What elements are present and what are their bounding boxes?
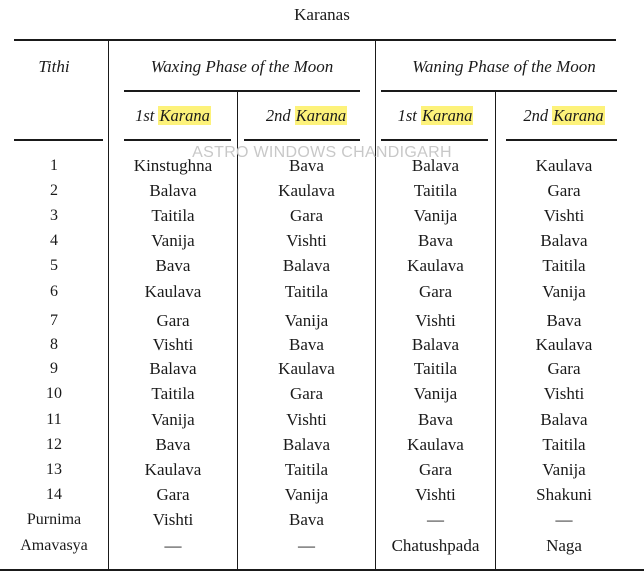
waxing-2nd-sub-rule xyxy=(244,139,360,141)
waning-2nd-karana-cell: Taitila xyxy=(542,256,586,275)
waning-1st-sub-rule xyxy=(381,139,488,141)
tithi-cell: 6 xyxy=(50,283,58,300)
waxing-2nd-karana-cell: Bava xyxy=(289,335,324,354)
waning-2nd-karana-cell: — xyxy=(555,510,573,529)
tithi-cell: 14 xyxy=(46,486,62,503)
waning-1st-karana-cell: Vanija xyxy=(413,384,458,403)
waning-2nd-karana-cell: Vishti xyxy=(543,206,585,225)
waxing-1st-karana-cell: Balava xyxy=(149,359,197,378)
waxing-2nd-karana-header xyxy=(238,106,375,126)
waning-2nd-karana-cell: Taitila xyxy=(542,435,586,454)
ordinal-label: 2nd xyxy=(523,106,553,125)
waning-2nd-karana-cell: Vishti xyxy=(543,384,585,403)
tithi-header: Tithi xyxy=(38,57,70,76)
table-row xyxy=(0,229,644,253)
waning-2nd-karana-cell: Shakuni xyxy=(536,485,592,504)
tithi-cell: 5 xyxy=(50,257,58,274)
table-row xyxy=(0,309,644,333)
waning-2nd-karana-cell: Kaulava xyxy=(535,156,593,175)
waning-1st-karana-cell: Vishti xyxy=(415,311,456,330)
tithi-cell: 11 xyxy=(46,411,62,428)
table-bottom-rule xyxy=(0,569,644,571)
waxing-2nd-karana-cell: Taitila xyxy=(284,460,329,479)
waxing-2nd-karana-cell: Vishti xyxy=(286,231,327,250)
tithi-cell: 2 xyxy=(50,182,58,199)
waxing-1st-karana-header xyxy=(109,106,237,126)
waning-2nd-sub-rule xyxy=(506,139,617,141)
karana-label: Karana xyxy=(295,106,347,125)
waxing-1st-karana-cell: Bava xyxy=(155,435,191,454)
tithi-cell: Purnima xyxy=(26,511,82,528)
tithi-cell: 10 xyxy=(46,385,62,402)
waning-2nd-karana-cell: Vanija xyxy=(542,460,586,479)
waxing-2nd-karana-cell: — xyxy=(298,536,315,555)
watermark: ASTRO WINDOWS CHANDIGARH xyxy=(192,144,452,161)
tithi-cell: 12 xyxy=(46,436,62,453)
waning-2nd-karana-cell: Gara xyxy=(547,359,581,378)
table-row xyxy=(0,534,644,558)
waning-1st-karana-cell: Balava xyxy=(411,156,460,175)
ordinal-label: 2nd xyxy=(265,106,295,125)
waning-2nd-karana-header xyxy=(496,106,632,126)
waning-1st-karana-cell: Balava xyxy=(411,335,460,354)
waxing-1st-karana-cell: Gara xyxy=(156,485,190,504)
waning-2nd-karana-cell: Naga xyxy=(546,536,582,555)
waning-2nd-karana-cell: Kaulava xyxy=(535,335,593,354)
waxing-1st-karana-cell: Gara xyxy=(156,311,190,330)
waxing-2nd-karana-cell: Bava xyxy=(289,156,324,175)
waxing-1st-karana-cell: Vishti xyxy=(152,335,194,354)
waning-2nd-karana-cell: Bava xyxy=(546,311,582,330)
waning-header-rule xyxy=(381,90,617,92)
page-title: Karanas xyxy=(294,5,350,24)
waning-1st-karana-cell: Gara xyxy=(418,460,453,479)
waxing-2nd-karana-cell: Vanija xyxy=(284,311,329,330)
waning-1st-karana-cell: Bava xyxy=(418,231,453,250)
table-row xyxy=(0,333,644,357)
tithi-cell: 7 xyxy=(50,312,58,329)
waxing-1st-sub-rule xyxy=(124,139,231,141)
waxing-1st-karana-cell: Kaulava xyxy=(144,460,202,479)
table-row xyxy=(0,483,644,507)
waxing-1st-karana-cell: Kinstughna xyxy=(133,156,213,175)
table-row xyxy=(0,204,644,228)
karana-label: Karana xyxy=(159,106,210,125)
waning-1st-karana-cell: — xyxy=(427,510,444,529)
table-row xyxy=(0,382,644,406)
table-row xyxy=(0,458,644,482)
waxing-2nd-karana-cell: Vanija xyxy=(284,485,329,504)
waxing-2nd-karana-cell: Gara xyxy=(289,206,324,225)
waxing-phase-header: Waxing Phase of the Moon xyxy=(150,57,334,76)
waxing-1st-karana-cell: Bava xyxy=(155,256,191,275)
waxing-1st-karana-cell: Taitila xyxy=(151,206,195,225)
tithi-cell: 8 xyxy=(50,336,58,353)
waning-2nd-karana-cell: Vanija xyxy=(542,282,586,301)
waning-1st-karana-cell: Taitila xyxy=(413,181,458,200)
waxing-2nd-karana-cell: Vishti xyxy=(286,410,327,429)
waning-1st-karana-cell: Chatushpada xyxy=(391,536,480,555)
waning-1st-karana-cell: Kaulava xyxy=(407,256,464,275)
karana-label: Karana xyxy=(553,106,604,125)
waning-1st-karana-header xyxy=(376,106,495,126)
waxing-1st-karana-cell: Kaulava xyxy=(144,282,202,301)
waxing-2nd-karana-cell: Bava xyxy=(289,510,324,529)
waning-1st-karana-cell: Bava xyxy=(418,410,453,429)
waning-2nd-karana-cell: Gara xyxy=(547,181,581,200)
tithi-sub-rule xyxy=(14,139,103,141)
ordinal-label: 1st xyxy=(135,106,159,125)
table-row xyxy=(0,179,644,203)
tithi-cell: 3 xyxy=(50,207,58,224)
waxing-1st-karana-cell: Balava xyxy=(149,181,197,200)
waxing-1st-karana-cell: Taitila xyxy=(151,384,195,403)
table-top-rule xyxy=(14,39,616,41)
waxing-2nd-karana-cell: Gara xyxy=(289,384,324,403)
waxing-1st-karana-cell: Vishti xyxy=(152,510,194,529)
waxing-2nd-karana-cell: Balava xyxy=(282,435,331,454)
waning-1st-karana-cell: Taitila xyxy=(413,359,458,378)
waxing-2nd-karana-cell: Taitila xyxy=(284,282,329,301)
table-row xyxy=(0,254,644,278)
tithi-cell: 1 xyxy=(50,157,58,174)
tithi-cell: 4 xyxy=(50,232,58,249)
waxing-1st-karana-cell: — xyxy=(164,536,182,555)
waxing-2nd-karana-cell: Kaulava xyxy=(278,181,335,200)
waning-1st-karana-cell: Vishti xyxy=(415,485,456,504)
waning-2nd-karana-cell: Balava xyxy=(540,410,588,429)
ordinal-label: 1st xyxy=(397,106,421,125)
table-row xyxy=(0,280,644,304)
waning-2nd-karana-cell: Balava xyxy=(540,231,588,250)
table-row xyxy=(0,154,644,178)
tithi-cell: 9 xyxy=(50,360,58,377)
waxing-header-rule xyxy=(124,90,360,92)
waxing-2nd-karana-cell: Balava xyxy=(282,256,331,275)
tithi-cell: 13 xyxy=(46,461,62,478)
karana-label: Karana xyxy=(421,106,473,125)
table-row xyxy=(0,433,644,457)
waning-1st-karana-cell: Gara xyxy=(418,282,453,301)
waxing-2nd-karana-cell: Kaulava xyxy=(278,359,335,378)
table-row xyxy=(0,357,644,381)
waning-1st-karana-cell: Vanija xyxy=(413,206,458,225)
waxing-1st-karana-cell: Vanija xyxy=(151,231,195,250)
tithi-cell: Amavasya xyxy=(20,537,88,554)
table-row xyxy=(0,408,644,432)
table-row xyxy=(0,508,644,532)
waning-phase-header: Waning Phase of the Moon xyxy=(412,57,596,76)
waning-1st-karana-cell: Kaulava xyxy=(407,435,464,454)
waxing-1st-karana-cell: Vanija xyxy=(151,410,195,429)
